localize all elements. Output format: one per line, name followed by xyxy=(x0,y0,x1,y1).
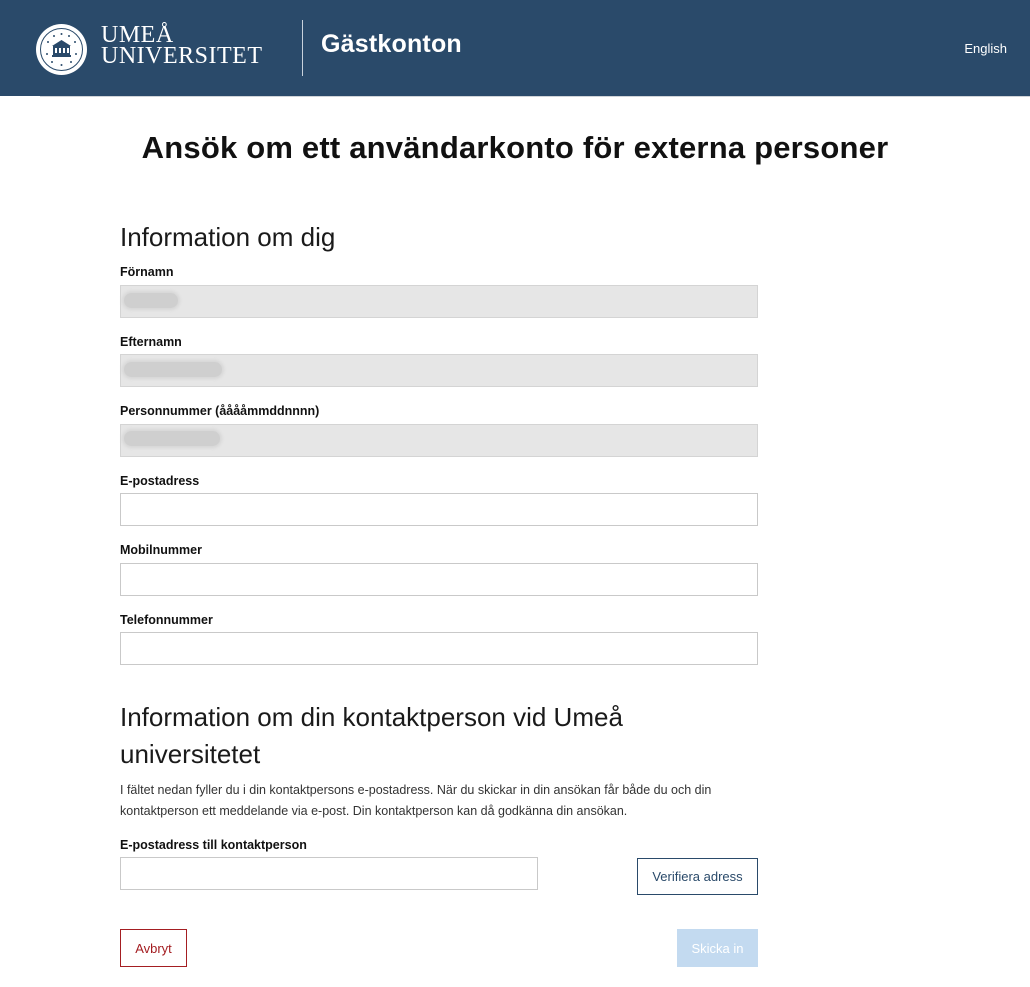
university-wordmark[interactable] xyxy=(101,22,263,69)
app-title: Gästkonton xyxy=(321,30,462,58)
contact-person-heading: Information om din kontaktperson vid Umeå universitetet xyxy=(120,702,623,769)
contact-email-label: E-postadress till kontaktperson xyxy=(120,838,307,852)
personal-info-heading: Information om dig xyxy=(120,222,336,252)
wordmark-line-1: UMEÅ xyxy=(101,22,174,48)
redacted-last-name xyxy=(124,362,222,377)
university-seal-logo[interactable] xyxy=(36,24,87,75)
cancel-button[interactable]: Avbryt xyxy=(120,929,187,967)
page-title: Ansök om ett användarkonto för externa personer xyxy=(141,130,889,165)
email-label: E-postadress xyxy=(120,474,200,488)
contact-help-text: I fältet nedan fyller du i din kontaktpersons e-postadress. När du skickar in din ansökan får både du och din kontaktperson ett meddelande via e-post. Din kontaktperson kan då godkänna din ansökan. xyxy=(120,783,712,818)
header-bottom-rule xyxy=(40,96,1030,97)
mobile-label: Mobilnummer xyxy=(120,543,202,557)
verify-address-button[interactable]: Verifiera adress xyxy=(637,858,758,895)
language-switch-link[interactable]: English xyxy=(964,41,1007,56)
redacted-first-name xyxy=(124,293,178,308)
header-divider xyxy=(302,20,303,76)
last-name-label: Efternamn xyxy=(120,335,182,349)
phone-field[interactable] xyxy=(120,632,758,665)
site-header xyxy=(0,0,1030,96)
submit-button[interactable]: Skicka in xyxy=(677,929,758,967)
first-name-field[interactable] xyxy=(120,285,758,318)
building-icon xyxy=(36,24,87,75)
redacted-personal-number xyxy=(124,431,220,446)
mobile-field[interactable] xyxy=(120,563,758,596)
wordmark-line-2: UNIVERSITET xyxy=(101,43,263,69)
personal-number-label: Personnummer (ååååmmddnnnn) xyxy=(120,404,320,418)
contact-email-field[interactable] xyxy=(120,857,538,890)
first-name-label: Förnamn xyxy=(120,265,174,279)
phone-label: Telefonnummer xyxy=(120,613,213,627)
email-field[interactable] xyxy=(120,493,758,526)
